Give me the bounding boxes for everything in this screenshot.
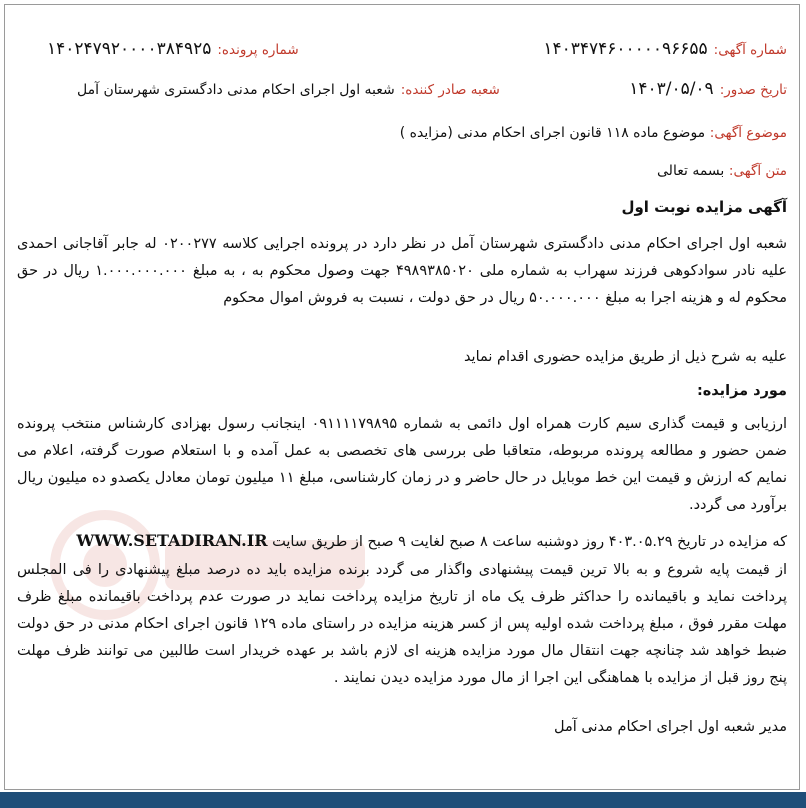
- issue-date-label: تاریخ صدور:: [719, 82, 787, 98]
- auction-date-text: که مزایده در تاریخ ۴۰۳.۰۵.۲۹ روز دوشنبه ساعت ۸ صبح لغایت ۹ صبح از طریق سایت: [272, 534, 787, 550]
- notice-frame: [4, 4, 800, 790]
- issuer: [77, 82, 500, 98]
- notice-document: [5, 5, 799, 789]
- paragraph-intro: شعبه اول اجرای احکام مدنی دادگستری شهرستان آمل در نظر دارد در پرونده اجرایی کلاسه ۰۲۰۰۲۷۷ له جابر آقاجانی احمدی علیه نادر سوادکوهی فرزند سهراب به شماره ملی ۴۹۸۹۳۸۵۰۲۰ جهت وصول محکوم به ، به مبلغ ۱.۰۰۰.۰۰۰.۰۰۰ ریال در حق محکوم له و هزینه اجرا به مبلغ ۵۰.۰۰۰.۰۰۰ ریال در حق دولت ، نسبت به فروش اموال محکوم: [17, 236, 787, 306]
- issue-date: [629, 79, 787, 99]
- auction-item-heading: مورد مزایده:: [696, 383, 787, 399]
- auction-item-description: ارزیابی و قیمت گذاری سیم کارت همراه اول دائمی به شماره ۰۹۱۱۱۱۷۹۸۹۵ اینجانب رسول بهزادی کارشناس منتخب پرونده ضمن حضور و مطالعه پرونده مربوطه، متعاقبا طی بررسی های تخصصی به عمل آمده و با استعلام صورت گرفته، اعلام می نمایم که ارزش و قیمت این خط موبایل در حال حاضر و در زمان کارشناسی، مبلغ ۱۱ میلیون تومان معادل یکصدو ده میلیون ریال برآورد می گردد.: [17, 416, 787, 513]
- bottom-bar: [0, 792, 806, 808]
- ad-number-value: ۱۴۰۳۴۷۴۶۰۰۰۰۰۹۶۶۵۵: [543, 39, 708, 59]
- subject-label: موضوع آگهی:: [709, 125, 787, 141]
- subject-value: موضوع ماده ۱۱۸ قانون اجرای احکام مدنی (مزایده ): [399, 125, 706, 141]
- ad-number-label: شماره آگهی:: [713, 42, 787, 58]
- issuer-value: شعبه اول اجرای احکام مدنی دادگستری شهرستان آمل: [77, 82, 395, 98]
- auction-site-link[interactable]: WWW.SETADIRAN.IR: [76, 531, 268, 550]
- header-row-2: [17, 79, 787, 99]
- subject-line: [17, 125, 787, 141]
- body-label-line: [17, 163, 787, 179]
- body-label: متن آگهی:: [728, 163, 787, 179]
- header-row-1: [17, 39, 787, 59]
- notice-title: آگهی مزایده نوبت اول: [621, 198, 787, 216]
- issuer-label: شعبه صادر کننده:: [400, 82, 500, 98]
- issue-date-value: ۱۴۰۳/۰۵/۰۹: [629, 79, 714, 99]
- auction-terms: از قیمت پایه شروع و به بالا ترین قیمت پیشنهادی واگذار می گردد برنده مزایده باید ده درصد مبلغ پیشنهادی را فی المجلس پرداخت نماید و باقیمانده را حداکثر ظرف یک ماه از تاریخ مزایده پرداخت نماید در صورت عدم پرداخت باقیمانده مبلغ ظرف مهلت مقرر فوق ، مبلغ پرداخت شده اولیه پس از کسر هزینه مزایده در راستای ماده ۱۲۹ قانون اجرای احکام مدنی در حق دولت ضبط خواهد شد چنانچه جهت انتقال مال مورد مزایده هزینه ای لازم باشد بر عهده خریدار است طالبین می توانند ظرف مهلت پنج روز قبل از مزایده با هماهنگی این اجرا از مال مورد مزایده دیدن نمایند .: [17, 562, 787, 686]
- auction-date-line: [17, 531, 787, 550]
- paragraph-method: علیه به شرح ذیل از طریق مزایده حضوری اقدام نماید: [463, 349, 787, 365]
- body-opening: بسمه تعالی: [657, 163, 725, 179]
- signature: مدیر شعبه اول اجرای احکام مدنی آمل: [554, 719, 787, 735]
- ad-number: [543, 39, 787, 59]
- case-number-value: ۱۴۰۲۴۷۹۲۰۰۰۰۳۸۴۹۲۵: [47, 39, 212, 59]
- case-number: [47, 39, 299, 59]
- case-number-label: شماره پرونده:: [217, 42, 299, 58]
